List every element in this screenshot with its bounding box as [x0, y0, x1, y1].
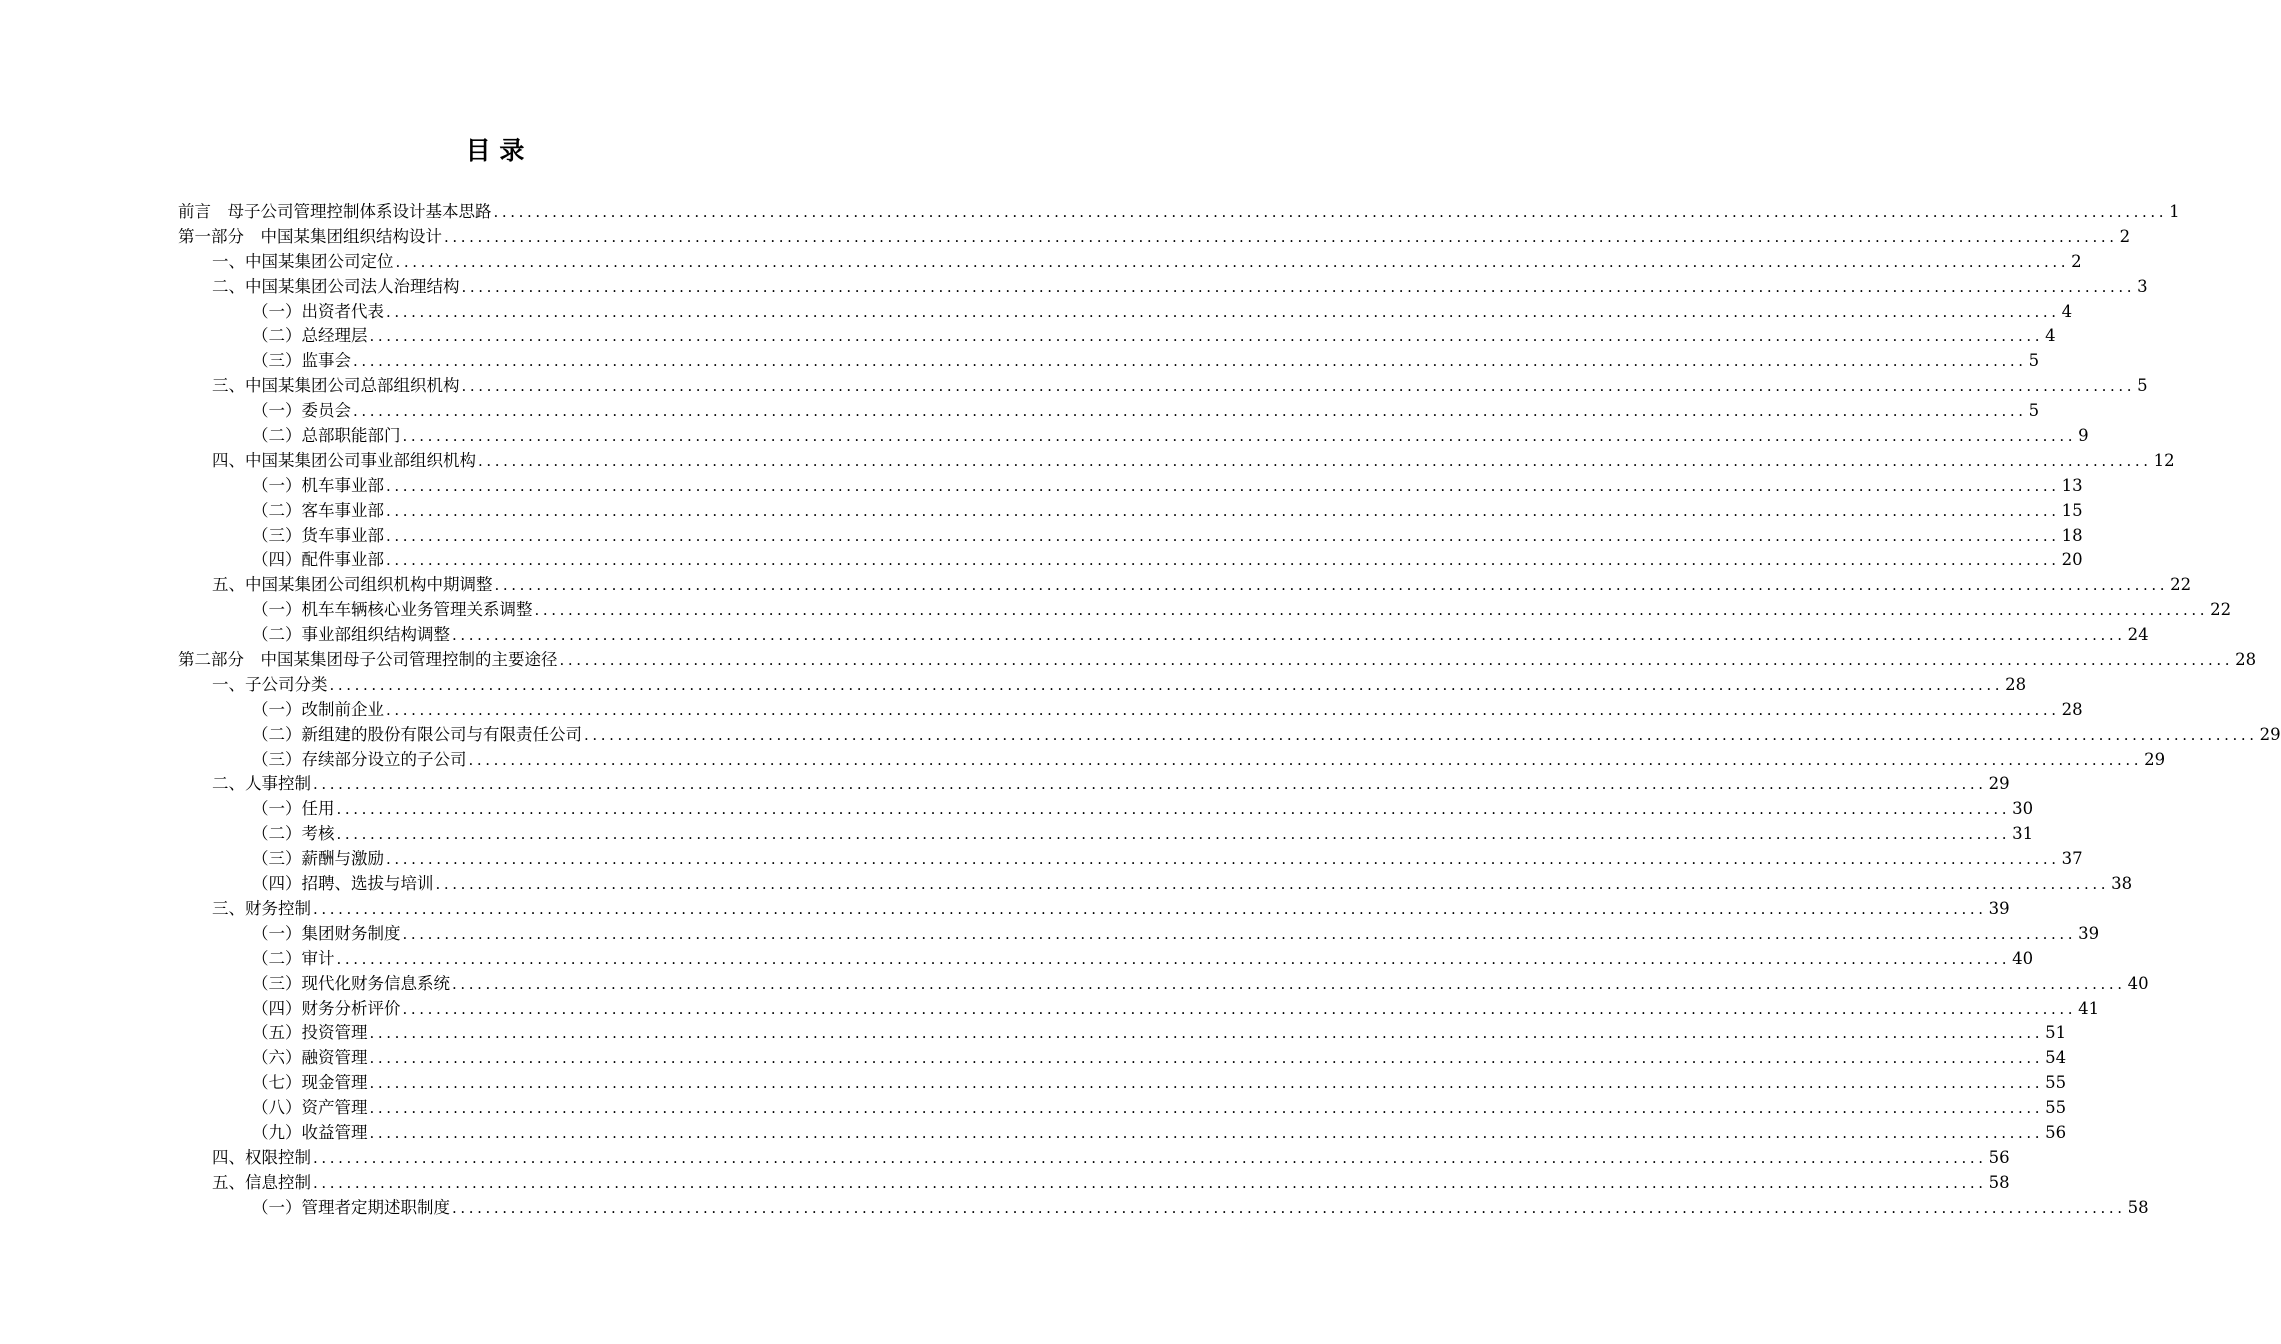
toc-dot-leader: ........................................................................................................................................................................................................ [452, 1198, 2126, 1217]
toc-entry-page-number: 40 [2012, 948, 2034, 968]
toc-entry-page-number: 4 [2045, 326, 2056, 346]
toc-entry[interactable] [178, 897, 2010, 922]
toc-entry-title: （七）现金管理 [252, 1073, 368, 1093]
toc-entry[interactable] [178, 1071, 2067, 1096]
toc-entry-title: （三）现代化财务信息系统 [252, 973, 450, 993]
toc-entry-page-number: 24 [2127, 625, 2149, 645]
toc-entry-title: （三）存续部分设立的子公司 [252, 749, 467, 769]
toc-entry-page-number: 4 [2061, 301, 2073, 321]
toc-entry[interactable] [178, 847, 2083, 872]
toc-entry[interactable] [178, 1021, 2067, 1046]
toc-entry-page-number: 5 [2137, 376, 2148, 396]
toc-entry-page-number: 2 [2071, 251, 2082, 271]
toc-dot-leader: ........................................................................................................................................................................................................ [386, 526, 2060, 545]
toc-entry-title: （一）出资者代表 [252, 301, 384, 321]
toc-entry[interactable] [178, 524, 2083, 549]
toc-entry-page-number: 31 [2012, 824, 2034, 844]
toc-entry-page-number: 37 [2061, 849, 2083, 869]
toc-dot-leader: ........................................................................................................................................................................................................ [353, 352, 2027, 371]
toc-dot-leader: ........................................................................................................................................................................................................ [386, 700, 2060, 719]
toc-entry[interactable] [178, 300, 2073, 325]
toc-entry-page-number: 55 [2045, 1098, 2067, 1118]
toc-entry-title: （三）货车事业部 [252, 525, 384, 545]
toc-entry-page-number: 58 [1988, 1172, 2010, 1192]
toc-entry-title: 第二部分 中国某集团母子公司管理控制的主要途径 [178, 650, 558, 670]
toc-entry[interactable] [178, 474, 2083, 499]
toc-entry[interactable] [178, 250, 2082, 275]
toc-dot-leader: ........................................................................................................................................................................................................ [313, 1148, 1987, 1167]
toc-entry-title: 一、子公司分类 [212, 674, 328, 694]
toc-entry[interactable] [178, 822, 2034, 847]
toc-dot-leader: ........................................................................................................................................................................................................ [329, 675, 2004, 694]
toc-entry-page-number: 54 [2045, 1048, 2067, 1068]
toc-entry-title: （六）融资管理 [252, 1048, 368, 1068]
toc-dot-leader: ........................................................................................................................................................................................................ [402, 427, 2077, 446]
toc-dot-leader: ........................................................................................................................................................................................................ [369, 1123, 2044, 1142]
toc-dot-leader: ........................................................................................................................................................................................................ [534, 601, 2209, 620]
toc-entry-title: （二）新组建的股份有限公司与有限责任公司 [252, 724, 582, 744]
table-of-contents [178, 200, 2281, 1221]
toc-entry[interactable] [178, 499, 2083, 524]
toc-entry-title: 三、中国某集团公司总部组织机构 [212, 376, 460, 396]
toc-entry-title: （二）总部职能部门 [252, 426, 401, 446]
toc-entry-title: 一、中国某集团公司定位 [212, 251, 394, 271]
toc-entry[interactable] [178, 200, 2180, 225]
toc-entry[interactable] [178, 324, 2056, 349]
toc-dot-leader: ........................................................................................................................................................................................................ [313, 775, 1987, 794]
toc-entry-title: （四）配件事业部 [252, 550, 384, 570]
toc-entry-title: 前言 母子公司管理控制体系设计基本思路 [178, 202, 492, 221]
toc-entry[interactable] [178, 972, 2149, 997]
toc-dot-leader: ........................................................................................................................................................................................................ [336, 949, 2011, 968]
toc-entry-title: 五、信息控制 [212, 1172, 311, 1192]
toc-entry[interactable] [178, 424, 2089, 449]
toc-entry[interactable] [178, 548, 2083, 573]
toc-entry-title: （二）考核 [252, 824, 335, 844]
toc-dot-leader: ........................................................................................................................................................................................................ [402, 924, 2077, 943]
toc-dot-leader: ........................................................................................................................................................................................................ [386, 501, 2060, 520]
toc-entry-title: （三）薪酬与激励 [252, 849, 384, 869]
toc-entry-page-number: 20 [2061, 550, 2083, 570]
toc-entry[interactable] [178, 598, 2232, 623]
toc-entry-page-number: 3 [2137, 276, 2148, 296]
toc-entry-page-number: 28 [2235, 650, 2257, 670]
toc-entry-page-number: 22 [2170, 575, 2192, 595]
toc-dot-leader: ........................................................................................................................................................................................................ [353, 402, 2027, 421]
toc-entry-page-number: 29 [1988, 774, 2010, 794]
toc-entry-page-number: 58 [2127, 1197, 2149, 1217]
toc-dot-leader: ........................................................................................................................................................................................................ [494, 576, 2169, 595]
toc-entry[interactable] [178, 748, 2166, 773]
toc-dot-leader: ........................................................................................................................................................................................................ [369, 1024, 2044, 1043]
toc-entry-page-number: 41 [2078, 998, 2100, 1018]
toc-entry[interactable] [178, 922, 2100, 947]
toc-dot-leader: ........................................................................................................................................................................................................ [369, 1099, 2044, 1118]
toc-entry[interactable] [178, 1146, 2010, 1171]
toc-entry[interactable] [178, 449, 2175, 474]
toc-entry-title: 二、人事控制 [212, 774, 311, 794]
toc-entry[interactable] [178, 648, 2257, 673]
toc-entry-page-number: 51 [2045, 1023, 2067, 1043]
toc-dot-leader: ........................................................................................................................................................................................................ [369, 1074, 2044, 1093]
toc-dot-leader: ........................................................................................................................................................................................................ [461, 277, 2136, 296]
toc-entry-page-number: 38 [2111, 874, 2133, 894]
toc-entry[interactable] [178, 872, 2133, 897]
toc-entry[interactable] [178, 797, 2034, 822]
toc-entry[interactable] [178, 698, 2083, 723]
toc-entry-title: 四、权限控制 [212, 1147, 311, 1167]
toc-entry-title: 三、财务控制 [212, 898, 311, 918]
toc-entry-page-number: 40 [2127, 973, 2149, 993]
toc-entry[interactable] [178, 772, 2010, 797]
toc-entry[interactable] [178, 1121, 2067, 1146]
toc-entry-page-number: 56 [1988, 1147, 2010, 1167]
toc-entry-title: 四、中国某集团公司事业部组织机构 [212, 450, 476, 470]
toc-entry[interactable] [178, 623, 2149, 648]
toc-dot-leader: ........................................................................................................................................................................................................ [336, 825, 2011, 844]
toc-entry-title: （二）客车事业部 [252, 500, 384, 520]
toc-entry-title: （三）监事会 [252, 351, 351, 371]
toc-dot-leader: ........................................................................................................................................................................................................ [452, 974, 2126, 993]
toc-entry-title: （五）投资管理 [252, 1023, 368, 1043]
toc-entry[interactable] [178, 573, 2192, 598]
toc-entry-title: 二、中国某集团公司法人治理结构 [212, 276, 460, 296]
toc-dot-leader: ........................................................................................................................................................................................................ [444, 227, 2118, 246]
toc-entry-title: （一）管理者定期述职制度 [252, 1197, 450, 1217]
toc-dot-leader: ........................................................................................................................................................................................................ [584, 725, 2258, 744]
toc-entry[interactable] [178, 1171, 2010, 1196]
toc-dot-leader: ........................................................................................................................................................................................................ [386, 850, 2060, 869]
toc-entry-page-number: 5 [2028, 401, 2040, 421]
toc-dot-leader: ........................................................................................................................................................................................................ [369, 327, 2044, 346]
toc-entry-title: （一）集团财务制度 [252, 923, 401, 943]
toc-dot-leader: ........................................................................................................................................................................................................ [336, 800, 2011, 819]
toc-dot-leader: ........................................................................................................................................................................................................ [559, 651, 2234, 670]
toc-entry-page-number: 12 [2153, 450, 2175, 470]
toc-entry[interactable] [178, 1196, 2149, 1221]
toc-dot-leader: ........................................................................................................................................................................................................ [313, 1173, 1987, 1192]
toc-dot-leader: ........................................................................................................................................................................................................ [461, 377, 2136, 396]
page-title: 目 录 [465, 136, 525, 165]
toc-entry-title: （一）机车车辆核心业务管理关系调整 [252, 600, 533, 620]
toc-dot-leader: ........................................................................................................................................................................................................ [402, 999, 2077, 1018]
toc-entry-page-number: 28 [2061, 699, 2083, 719]
toc-entry[interactable] [178, 374, 2148, 399]
toc-entry[interactable] [178, 225, 2131, 250]
toc-entry-page-number: 56 [2045, 1122, 2067, 1142]
toc-dot-leader: ........................................................................................................................................................................................................ [452, 626, 2126, 645]
toc-entry-page-number: 18 [2061, 525, 2083, 545]
toc-entry[interactable] [178, 997, 2100, 1022]
toc-entry-title: （八）资产管理 [252, 1098, 368, 1118]
toc-entry-page-number: 55 [2045, 1073, 2067, 1093]
toc-entry-title: （二）事业部组织结构调整 [252, 625, 450, 645]
toc-entry-title: （一）机车事业部 [252, 475, 384, 495]
toc-entry[interactable] [178, 349, 2040, 374]
toc-entry-page-number: 28 [2005, 674, 2027, 694]
toc-entry-title: （一）任用 [252, 799, 335, 819]
toc-entry-title: （四）招聘、选拔与培训 [252, 874, 434, 894]
toc-dot-leader: ........................................................................................................................................................................................................ [386, 476, 2060, 495]
toc-entry-page-number: 29 [2144, 749, 2166, 769]
toc-entry-page-number: 29 [2259, 724, 2281, 744]
toc-dot-leader: ........................................................................................................................................................................................................ [493, 203, 2168, 221]
toc-entry-page-number: 13 [2061, 475, 2083, 495]
toc-entry-title: （九）收益管理 [252, 1122, 368, 1142]
toc-entry-title: （一）委员会 [252, 401, 351, 421]
toc-entry-title: （一）改制前企业 [252, 699, 384, 719]
toc-entry-page-number: 39 [1988, 898, 2010, 918]
toc-entry-page-number: 9 [2078, 426, 2089, 446]
toc-entry-title: （二）总经理层 [252, 326, 368, 346]
toc-entry-page-number: 2 [2119, 226, 2131, 246]
toc-dot-leader: ........................................................................................................................................................................................................ [478, 451, 2152, 470]
toc-entry-page-number: 39 [2078, 923, 2100, 943]
toc-dot-leader: ........................................................................................................................................................................................................ [386, 551, 2060, 570]
toc-dot-leader: ........................................................................................................................................................................................................ [468, 750, 2143, 769]
toc-dot-leader: ........................................................................................................................................................................................................ [313, 899, 1987, 918]
toc-dot-leader: ........................................................................................................................................................................................................ [369, 1049, 2044, 1068]
toc-entry-title: 第一部分 中国某集团组织结构设计 [178, 226, 442, 246]
toc-entry-title: （四）财务分析评价 [252, 998, 401, 1018]
toc-entry[interactable] [178, 1046, 2067, 1071]
toc-entry-page-number: 1 [2169, 202, 2180, 221]
toc-entry-page-number: 22 [2210, 600, 2232, 620]
toc-dot-leader: ........................................................................................................................................................................................................ [386, 302, 2060, 321]
toc-entry[interactable] [178, 1096, 2067, 1121]
toc-entry-page-number: 5 [2028, 351, 2040, 371]
toc-entry-title: 五、中国某集团公司组织机构中期调整 [212, 575, 493, 595]
toc-dot-leader: ........................................................................................................................................................................................................ [435, 875, 2110, 894]
toc-entry[interactable] [178, 723, 2281, 748]
toc-entry-title: （二）审计 [252, 948, 335, 968]
toc-entry[interactable] [178, 947, 2034, 972]
toc-entry[interactable] [178, 673, 2027, 698]
toc-entry-page-number: 30 [2012, 799, 2034, 819]
toc-entry[interactable] [178, 399, 2040, 424]
toc-entry[interactable] [178, 275, 2148, 300]
toc-entry-page-number: 15 [2061, 500, 2083, 520]
toc-dot-leader: ........................................................................................................................................................................................................ [395, 252, 2070, 271]
